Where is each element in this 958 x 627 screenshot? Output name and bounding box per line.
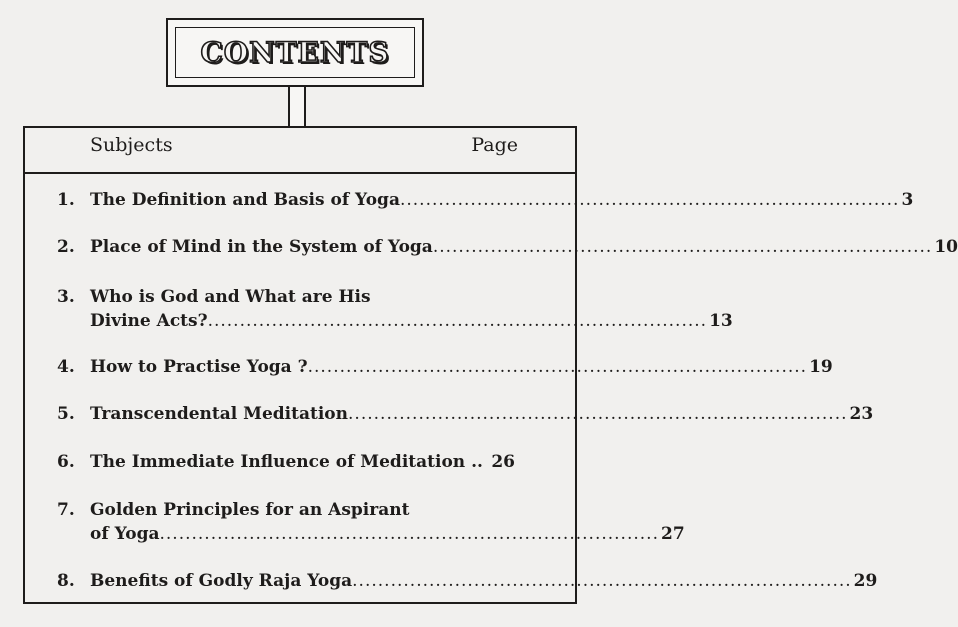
entry-number: 6.	[57, 452, 75, 472]
entry-line	[90, 569, 878, 594]
entry-title: How to Practise Yoga ?	[90, 357, 308, 377]
dot-leader: ..............................................................................	[432, 237, 933, 257]
entry-line	[90, 309, 733, 334]
entry-line	[90, 355, 833, 380]
entry-title-line1: Who is God and What are His	[90, 287, 371, 307]
entry-number: 1.	[57, 190, 75, 210]
header-page: Page	[471, 134, 518, 156]
entry-number: 3.	[57, 287, 75, 307]
entry-title: The Definition and Basis of Yoga	[90, 190, 400, 210]
entry-page: 29	[853, 571, 878, 591]
entry-number: 4.	[57, 357, 75, 377]
entry-title: Transcendental Meditation	[90, 404, 349, 424]
entry-page: 27	[660, 524, 685, 544]
entry-title: Place of Mind in the System of Yoga	[90, 237, 433, 257]
entry-title-line2: Divine Acts?	[90, 311, 208, 331]
entry-number: 7.	[57, 500, 75, 520]
dot-leader: ..............................................................................	[352, 571, 852, 591]
entry-title-line2: of Yoga	[90, 524, 160, 544]
dot-leader: ..............................................................................	[159, 524, 659, 544]
entry-line	[90, 450, 515, 475]
entry-page: 13	[709, 311, 733, 331]
entry-number: 2.	[57, 237, 75, 257]
entry-number: 5.	[57, 404, 75, 424]
entry-line	[90, 402, 874, 427]
dot-leader: ..............................................................................	[399, 190, 900, 210]
header-subjects: Subjects	[90, 134, 173, 156]
contents-table	[23, 126, 958, 604]
dot-leader: ..............................................................................	[348, 404, 848, 424]
sign-post	[288, 87, 306, 127]
contents-title-sign	[166, 18, 424, 87]
dot-leader: ..............................................................................	[307, 357, 808, 377]
entry-title: The Immediate Influence of Meditation ..	[90, 452, 483, 472]
entry-number: 8.	[57, 571, 75, 591]
entry-page: 3	[901, 190, 914, 210]
entry-title: Benefits of Godly Raja Yoga	[90, 571, 353, 591]
table-header	[25, 128, 575, 174]
dot-leader: ..............................................................................	[207, 311, 708, 331]
entry-title-line1: Golden Principles for an Aspirant	[90, 500, 410, 520]
entry-line	[90, 235, 958, 260]
entry-page: 19	[809, 357, 833, 377]
entry-page: 23	[849, 404, 874, 424]
entry-line	[90, 522, 685, 547]
title-inner-frame	[175, 27, 415, 78]
entry-page: 10	[934, 237, 958, 257]
entry-line	[90, 188, 914, 213]
entry-page: 26	[491, 452, 515, 472]
page-title: CONTENTS	[200, 36, 390, 69]
